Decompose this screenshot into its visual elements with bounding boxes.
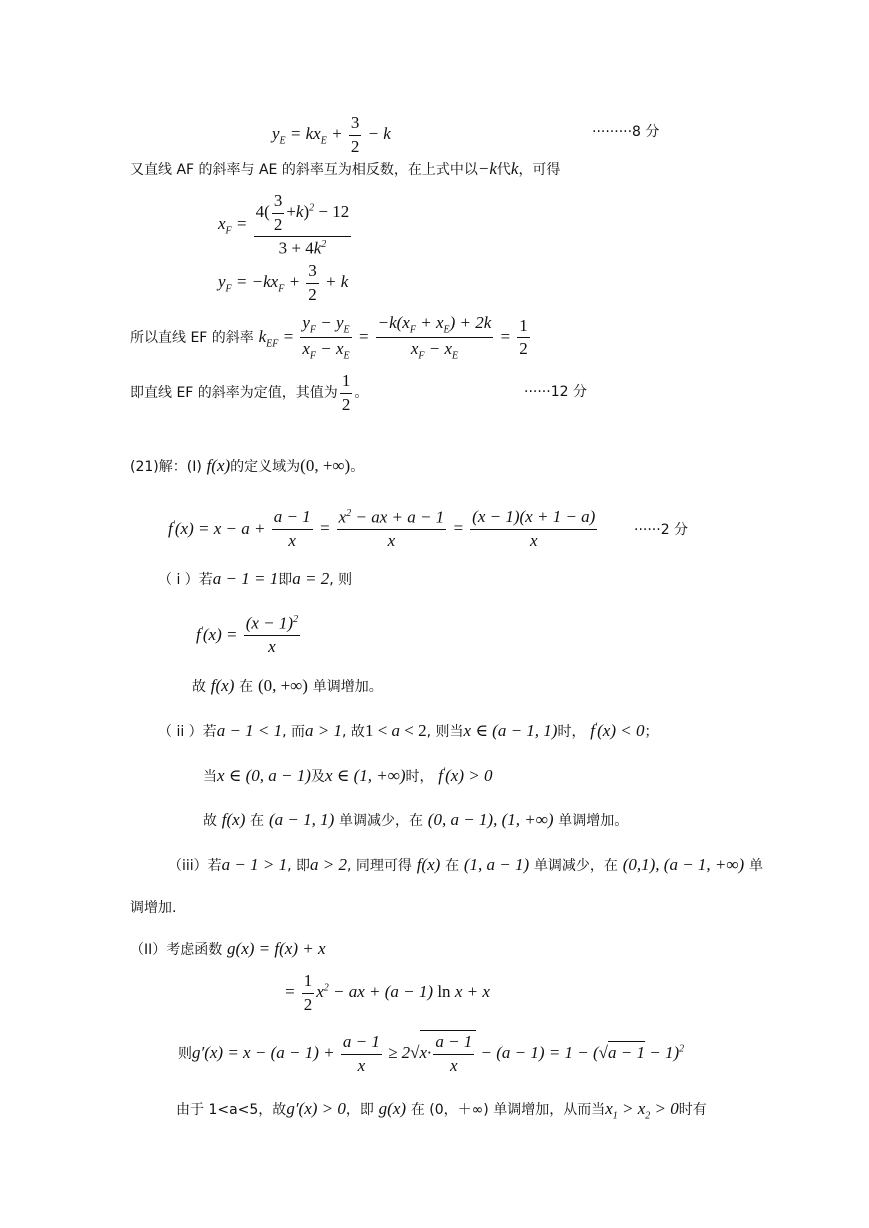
eq-yF: $y_F = -kx_F$ + $\frac{3}{2}$ + k: [218, 261, 349, 304]
dec: 单调减少，在: [339, 813, 424, 829]
zai4: 在 (0，＋∞) 单调增加，从而当: [410, 1102, 606, 1118]
inc2: 单调增加。: [558, 813, 629, 829]
inc-line: 故 f(x) 在 (0, +∞) 单调增加。: [192, 676, 383, 695]
score-12: ······12 分: [524, 384, 587, 400]
ze: 则: [178, 1046, 192, 1063]
case-iii: （iii）若: [168, 858, 222, 874]
dang: 当: [203, 769, 217, 785]
ji4: ，即: [345, 1102, 374, 1118]
eq-gx: = $\frac{1}{2}$ $x^2$ − ax + (a − 1) ln x + x: [284, 971, 490, 1014]
inc-range: 单调增加。: [312, 679, 383, 695]
zai: 在: [445, 858, 460, 874]
text-af-dai: 代: [496, 162, 511, 178]
zedang: , 则当: [426, 724, 464, 740]
tongli: , 同理可得: [347, 858, 412, 874]
case-i-ji: 即: [278, 572, 293, 588]
q21-head: (21)解：(I): [130, 459, 202, 475]
tiao: 调增加.: [130, 900, 177, 916]
eq-fprime: f'(x) = x − a + $\frac{a - 1}{x}$ = $\frac{x^2 - ax + a - 1}{x}$ = $\frac{(x - 1)(x + 1 - a)}{x}$: [168, 507, 596, 551]
ji: 及: [310, 769, 325, 785]
eq-fprime-i: f'(x) = $\frac{(x - 1)^2}{x}$: [196, 613, 299, 657]
case-iii-2: [130, 900, 176, 915]
text-af-line: 又直线 AF 的斜率与 AE 的斜率互为相反数，在上式中以−k代k，可得: [130, 159, 561, 178]
gu2: , 故: [342, 724, 365, 740]
eq-gprime: 则g′(x) = x − (a − 1) + $\frac{a - 1}{x}$ ≥ 2√x· $\frac{a - 1}{x}$ − $(a - 1) = 1 - (√a - 1 - 1)^2$: [178, 1031, 685, 1075]
case-i: （ i ）若: [158, 572, 213, 588]
q21-line: (21)解：(I) f(x)的定义域为(0, +∞)。: [130, 456, 365, 475]
youyu: 由于 1<a<5，故: [176, 1102, 287, 1118]
part2-line: （II）考虑函数 g(x) = f(x) + x: [130, 939, 326, 958]
eq-yE: $y_E = kx_E$ + $\frac{3}{2}$ − k: [272, 113, 391, 156]
shi-2: 时，: [405, 769, 434, 785]
score-2: ······2 分: [634, 522, 689, 538]
part2: （II）考虑函数: [130, 942, 223, 958]
case-ii: （ ii ）若: [158, 724, 217, 740]
case-ii-2: 当x ∈ (0, a − 1)及x ∈ (1, +∞)时， f'(x) > 0: [203, 766, 493, 785]
case-ii-line: （ ii ）若a − 1 < 1, 而a > 1, 故1 < a < 2, 则当x ∈ (a − 1, 1)时， f'(x) < 0；: [158, 721, 659, 740]
text-af: 又直线 AF 的斜率与 AE 的斜率互为相反数，在上式中以: [130, 162, 478, 178]
gu3: 故: [203, 813, 217, 829]
text-ef: 所以直线 EF 的斜率: [130, 329, 254, 346]
ji3: , 即: [287, 858, 311, 874]
dan: 单: [748, 858, 763, 874]
case-i-ze: , 则: [329, 572, 353, 588]
case-iii-line: （iii）若a − 1 > 1, 即a > 2, 同理可得 f(x) 在 (1, a − 1) 单调减少，在 (0,1), (a − 1, +∞) 单: [168, 855, 763, 874]
dec3: 单调减少，在: [533, 858, 618, 874]
case-i-line: （ i ）若a − 1 = 1即a = 2, 则: [158, 569, 353, 588]
text-const-line: 即直线 EF 的斜率为定值，其值为 $\frac{1}{2}$ 。: [130, 371, 369, 414]
shiyou: 时有: [678, 1102, 707, 1118]
score-8: ·········8 分: [592, 124, 660, 140]
text-af-end: ，可得: [518, 162, 561, 178]
text-const: 即直线 EF 的斜率为定值，其值为: [130, 385, 338, 402]
eq-xF: $x_F$ = 4( $\frac{3}{2}$ +k)$^2$ − 12 $3 + 4k^2$: [218, 191, 350, 259]
shi: 时，: [557, 724, 586, 740]
er: , 而: [282, 724, 306, 740]
gu: 故: [192, 679, 206, 695]
case-ii-3: 故 f(x) 在 (a − 1, 1) 单调减少，在 (0, a − 1), (1, +∞) 单调增加。: [203, 810, 629, 829]
last-line: 由于 1<a<5，故g′(x) > 0，即 g(x) 在 (0，＋∞) 单调增加，从而当$x_1 > x_2 > 0$时有: [176, 1099, 707, 1122]
eq-kEF: 所以直线 EF 的斜率 $k_{EF}$ = $\frac{y_F - y_E}{x_F - x_E}$ = $\frac{-k(x_F + x_E) + 2k}{x_F - x_E}$ = $\frac{1}{2}$: [130, 313, 528, 362]
q21-domain: 的定义域为: [230, 459, 301, 475]
